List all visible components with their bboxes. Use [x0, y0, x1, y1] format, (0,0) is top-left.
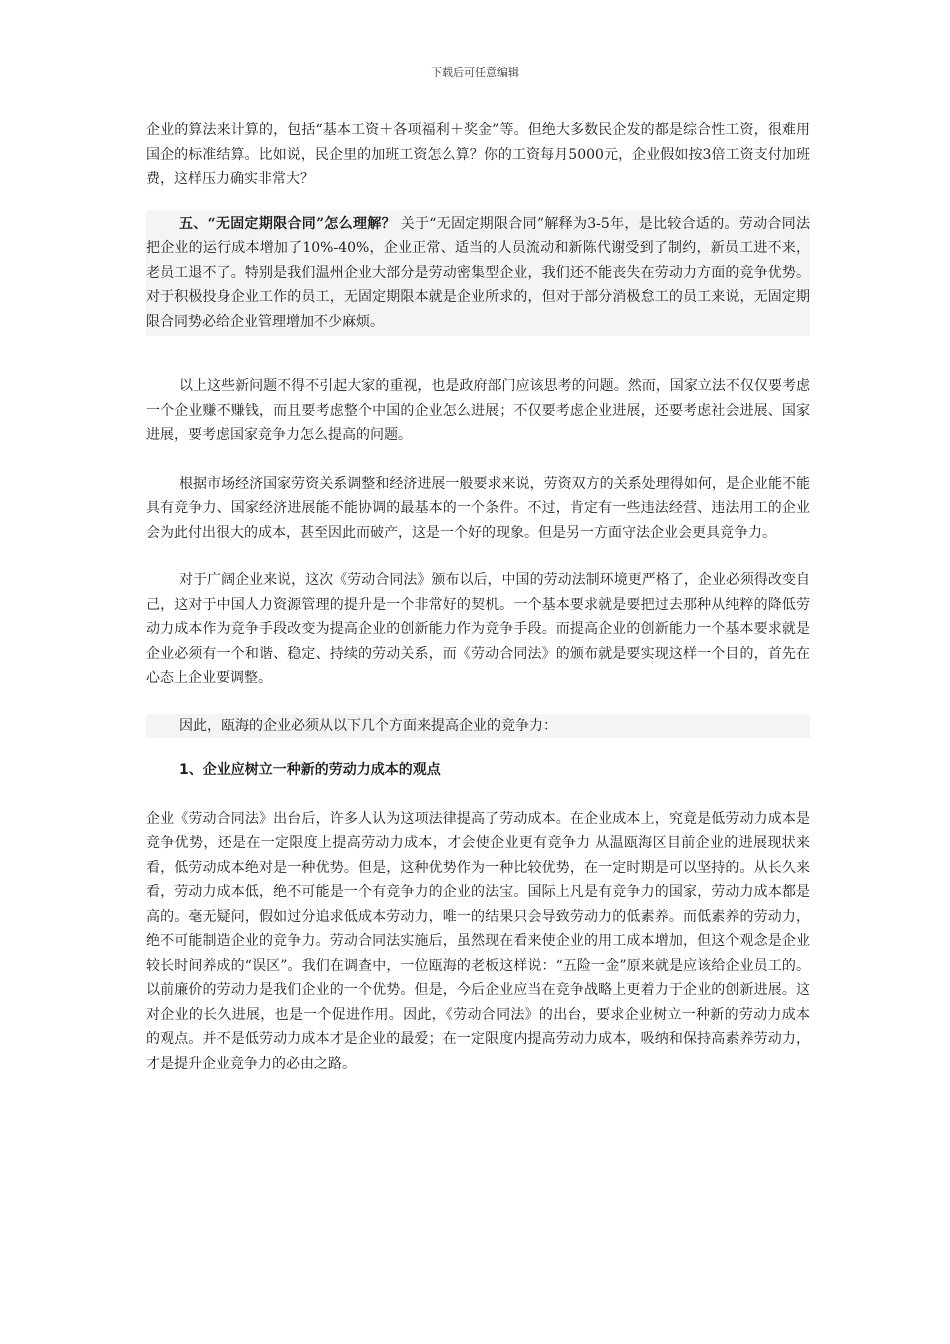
- page-header-note: 下载后可任意编辑: [431, 66, 519, 79]
- paragraph-section-five: [146, 210, 810, 337]
- document-body: [146, 118, 810, 1100]
- section-heading-labor-cost: 1、企业应树立一种新的劳动力成本的观点: [179, 762, 441, 778]
- section-five-title: 五、“无固定期限合同”怎么理解？: [179, 215, 396, 232]
- section-five-body: 关于“无固定期限合同”解释为3-5年，是比较合适的。劳动合同法把企业的运行成本增加了10%-40%，企业正常、适当的人员流动和新陈代谢受到了制约，新员工进不来，老员工退不了。特别是我们温州企业大部分是劳动密集型企业，我们还不能丧失在劳动力方面的竞争优势。对于积极投身企业工作的员工，无固定期限本就是企业所求的，但对于部分消极怠工的员工来说，无固定期限合同势必给企业管理增加不少麻烦。: [146, 215, 811, 330]
- paragraph-wage-calculation: 企业的算法来计算的，包括“基本工资＋各项福利＋奖金”等。但绝大多数民企发的都是综合性工资，很难用国企的标准结算。比如说，民企里的加班工资怎么算？你的工资每月5000元，企业假如按3倍工资支付加班费，这样压力确实非常大？: [146, 122, 810, 187]
- paragraph-labor-cost-view: 企业《劳动合同法》出台后，许多人认为这项法律提高了劳动成本。在企业成本上，究竟是低劳动力成本是竞争优势，还是在一定限度上提高劳动力成本，才会使企业更有竞争力 从温瓯海区目前企业的进展现状来看，低劳动成本绝对是一种优势。但是，这种优势作为一种比较优势，在一定时期是可以坚持的。从长久来看，劳动力成本低，绝不可能是一个有竞争力的企业的法宝。国际上凡是有竞争力的国家，劳动力成本都是高的。毫无疑问，假如过分追求低成本劳动力，唯一的结果只会导致劳动力的低素养。而低素养的劳动力，绝不可能制造企业的竞争力。劳动合同法实施后，虽然现在看来使企业的用工成本增加，但这个观念是企业较长时间养成的“误区”。我们在调查中，一位瓯海的老板这样说：“五险一金”原来就是应该给企业员工的。以前廉价的劳动力是我们企业的一个优势。但是，今后企业应当在竞争战略上更着力于企业的创新进展。这对企业的长久进展，也是一个促进作用。因此，《劳动合同法》的出台，要求企业树立一种新的劳动力成本的观点。并不是低劳动力成本才是企业的最爱；在一定限度内提高劳动力成本，吸纳和保持高素养劳动力，才是提升企业竞争力的必由之路。: [146, 810, 810, 1072]
- paragraph-therefore: 因此，瓯海的企业必须从以下几个方面来提高企业的竞争力：: [146, 714, 810, 739]
- paragraph-labor-contract-law: 对于广阔企业来说，这次《劳动合同法》颁布以后，中国的劳动法制环境更严格了，企业必须得改变自己，这对于中国人力资源管理的提升是一个非常好的契机。一个基本要求就是要把过去那种从纯粹的降低劳动力成本作为竞争手段改变为提高企业的创新能力作为竞争手段。而提高企业的创新能力一个基本要求就是企业必须有一个和谐、稳定、持续的劳动关系，而《劳动合同法》的颁布就是要实现这样一个目的，首先在心态上企业要调整。: [146, 572, 810, 686]
- paragraph-labor-relations: 根据市场经济国家劳资关系调整和经济进展一般要求来说，劳资双方的关系处理得如何，是企业能不能具有竞争力、国家经济进展能不能协调的最基本的一个条件。不过，肯定有一些违法经营、违法用工的企业会为此付出很大的成本，甚至因此而破产，这是一个好的现象。但是另一方面守法企业会更具竞争力。: [146, 475, 810, 541]
- paragraph-new-problems: 以上这些新问题不得不引起大家的重视，也是政府部门应该思考的问题。然而，国家立法不仅仅要考虑一个企业赚不赚钱，而且要考虑整个中国的企业怎么进展；不仅要考虑企业进展，还要考虑社会进展、国家进展，要考虑国家竞争力怎么提高的问题。: [146, 378, 810, 443]
